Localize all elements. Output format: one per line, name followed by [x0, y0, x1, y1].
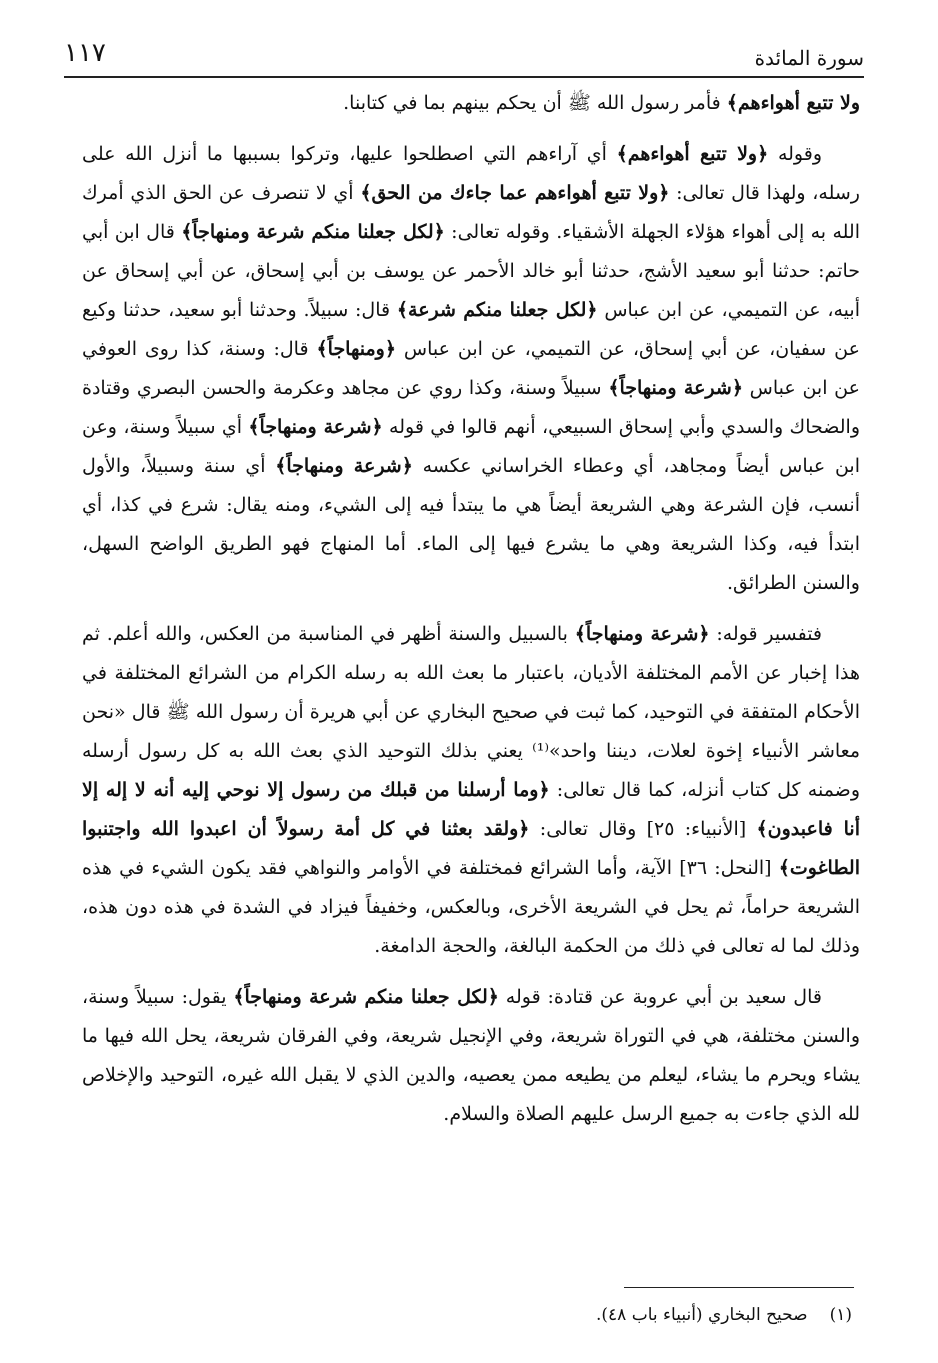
surah-title: سورة المائدة — [754, 46, 864, 70]
text-segment: أي سبيلاً وسنة، وعن ابن عباس أيضاً ومجاهد، أي وعطاء الخراساني عكسه — [82, 416, 860, 477]
quran-quote: ﴿شرعة ومنهاجاً﴾ — [608, 377, 743, 399]
paragraph — [82, 84, 860, 123]
quran-quote: ﴿ولا تتبع أهواءهم عما جاءك من الحق﴾ — [360, 182, 670, 204]
text-segment: وقوله — [768, 143, 822, 165]
quran-quote: ﴿لكل جعلنا منكم شرعة ومنهاجاً﴾ — [233, 986, 499, 1008]
quran-quote: ﴿ولقد بعثنا في كل أمة رسولاً أن اعبدوا الله واجتنبوا الطاغوت﴾ — [82, 818, 860, 879]
text-segment: فأمر رسول الله ﷺ أن يحكم بينهم بما في كتابنا. — [343, 92, 727, 114]
text-segment: سبيلاً وسنة، وكذا روي عن مجاهد وعكرمة والحسن البصري وقتادة والضحاك والسدي وأبي إسحاق السبيعي، أنهم قالوا في قوله — [82, 377, 860, 438]
text-segment: قال: سبيلاً. وحدثنا أبو سعيد، حدثنا وكيع عن سفيان، عن أبي إسحاق، عن التميمي، عن ابن عباس — [82, 299, 860, 360]
text-segment: أي آراءهم التي اصطلحوا عليها، وتركوا بسببها ما أنزل الله على رسله، ولهذا قال تعالى: — [82, 143, 860, 204]
text-segment: [الأنبياء: ٢٥] وقال تعالى: — [529, 818, 757, 840]
footnote-marker: (١) — [829, 1305, 852, 1325]
text-segment: قال ابن أبي حاتم: حدثنا أبو سعيد الأشج، حدثنا أبو خالد الأحمر عن يوسف بن أبي إسحاق، عن أبي إسحاق عن أبيه، عن التميمي، عن ابن عباس — [82, 221, 860, 321]
text-segment: بالسبيل والسنة أظهر في المناسبة من العكس، والله أعلم. ثم هذا إخبار عن الأمم المختلفة الأديان، باعتبار ما بعث الله به رسله الكرام من الشرائع المختلفة في الأحكام المتفقة في التوحيد، كما ثبت في صحيح البخاري عن أبي هريرة أن رسول الله ﷺ قال «نحن معاشر الأنبياء إخوة لعلات، ديننا واحد»⁽¹⁾ يعني بذلك التوحيد الذي بعث الله به كل رسول أرسله وضمنه كل كتاب أنزله، كما قال تعالى: — [82, 623, 860, 801]
paragraph — [82, 978, 860, 1134]
quran-quote: ﴿شرعة ومنهاجاً﴾ — [248, 416, 383, 438]
text-segment: قال: وسنة، كذا روى العوفي عن ابن عباس — [82, 338, 860, 399]
quran-quote: ولا تتبع أهواءهم﴾ — [726, 92, 860, 114]
quran-quote: ﴿ولا تتبع أهواءهم﴾ — [616, 143, 769, 165]
quran-quote: ﴿شرعة ومنهاجاً﴾ — [574, 623, 710, 645]
paragraph — [82, 615, 860, 966]
quran-quote: ﴿وما أرسلنا من قبلك من رسول إلا نوحي إليه أنه لا إله إلا أنا فاعبدون﴾ — [82, 779, 860, 840]
page-header — [64, 30, 864, 78]
footnote-divider — [624, 1287, 854, 1288]
quran-quote: ﴿ومنهاجاً﴾ — [316, 338, 396, 360]
page-number: ١١٧ — [64, 38, 106, 68]
footnote — [596, 1305, 852, 1325]
text-segment: أي لا تنصرف عن الحق الذي أمرك الله به إلى أهواء هؤلاء الجهلة الأشقياء. وقوله تعالى: — [82, 182, 860, 243]
page-body — [82, 84, 860, 1134]
quran-quote: ﴿لكل جعلنا منكم شرعة﴾ — [396, 299, 598, 321]
text-segment: [النحل: ٣٦] الآية، وأما الشرائع فمختلفة في الأوامر والنواهي فقد يكون الشيء في هذه الشريعة حراماً، ثم يحل في الشريعة الأخرى، وبالعكس، وخفيفاً فيزاد في الشدة في هذه دون هذه، وذلك لما له تعالى في ذلك من الحكمة البالغة، والحجة الدامغة. — [82, 857, 860, 957]
text-segment: فتفسير قوله: — [709, 623, 823, 645]
footnote-text: صحيح البخاري (أنبياء باب ٤٨). — [596, 1305, 808, 1325]
paragraph — [82, 135, 860, 603]
text-segment: قال سعيد بن أبي عروبة عن قتادة: قوله — [498, 986, 822, 1008]
quran-quote: ﴿لكل جعلنا منكم شرعة ومنهاجاً﴾ — [181, 221, 445, 243]
text-segment: يقول: سبيلاً وسنة، والسنن مختلفة، هي في التوراة شريعة، وفي الإنجيل شريعة، وفي الفرقان شريعة، يحل الله فيها ما يشاء ويحرم ما يشاء، ليعلم من يطيعه ممن يعصيه، والدين الذي لا يقبل الله غيره، التوحيد والإخلاص لله الذي جاءت به جميع الرسل عليهم الصلاة والسلام. — [82, 986, 860, 1125]
text-segment: أي سنة وسبيلاً، والأول أنسب، فإن الشرعة وهي الشريعة أيضاً هي ما يبتدأ فيه إلى الشيء، ومنه يقال: شرع في كذا، أي ابتدأ فيه، وكذا الشريعة وهي ما يشرع فيها إلى الماء. أما المنهاج فهو الطريق الواضح السهل، والسنن الطرائق. — [82, 455, 860, 594]
quran-quote: ﴿شرعة ومنهاجاً﴾ — [275, 455, 413, 477]
